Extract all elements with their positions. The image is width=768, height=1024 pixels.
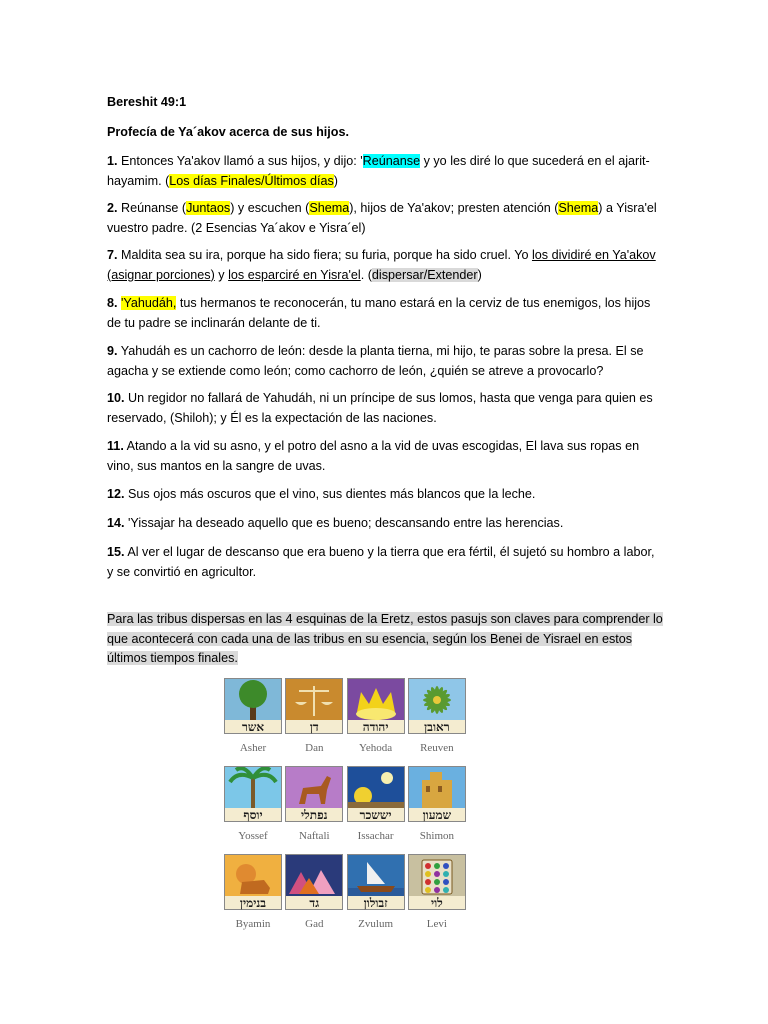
tribes-grid: [224, 678, 466, 942]
tribe-tile: [224, 766, 282, 854]
verse-14: [107, 514, 659, 534]
tribe-hebrew-name: יוסף: [243, 808, 263, 822]
tribe-hebrew-name: גד: [309, 896, 320, 910]
tribe-hebrew-name: דן: [309, 720, 319, 734]
verse-text: Sus ojos más oscuros que el vino, sus dientes más blancos que la leche.: [124, 487, 536, 501]
tribe-tile: [408, 854, 466, 942]
verse-number: 11.: [107, 439, 124, 453]
verse-text: 'Yissajar ha deseado aquello que es bueno; descansando entre las herencias.: [124, 516, 564, 530]
document-title: [107, 93, 659, 113]
highlight-gray: Para las tribus dispersas en las 4 esquinas de la Eretz, estos pasujs son claves para comprender lo que acontecerá con cada una de las tribus en su esencia, según los Benei de Yisrael en estos últimos tiempos finales.: [107, 612, 663, 665]
tribe-hebrew-name: ראובן: [424, 720, 450, 734]
verse-text: Al ver el lugar de descanso que era bueno y la tierra que era fértil, él sujetó su hombro a labor, y se convirtió en agricultor.: [107, 545, 655, 579]
verse-text: Yahudáh es un cachorro de león: desde la planta tierna, mi hijo, te paras sobre la presa. El se agacha y se extiende como león; como cachorro de león, ¿quién se atreve a provocarlo?: [107, 344, 644, 378]
tribe-tile: [285, 854, 343, 942]
tribes-note: [107, 610, 663, 669]
verse-number: 1.: [107, 154, 118, 168]
verse-number: 12.: [107, 487, 125, 501]
verse-text: ) a Yisra'el vuestro padre. (2 Esencias Ya´akov e Yisra´el): [107, 201, 657, 235]
verse-number: 14.: [107, 516, 125, 530]
tribe-name: Dan: [305, 742, 324, 754]
verse-11: [107, 437, 659, 476]
tribe-hebrew-name: שמעון: [422, 808, 452, 822]
verse-7: [107, 246, 659, 285]
highlight-cyan: Reúnanse: [362, 154, 421, 168]
tribe-name: Issachar: [357, 830, 394, 842]
verse-number: 9.: [107, 344, 118, 358]
underlined-text: los esparciré en Yisra'el: [228, 267, 361, 282]
tribe-name: Byamin: [235, 918, 271, 930]
tribe-tile: [347, 854, 405, 942]
verse-text: y: [214, 267, 229, 282]
tribe-tile: [347, 766, 405, 854]
verse-8: [107, 294, 659, 333]
tribe-name: Gad: [305, 918, 324, 930]
verse-text: ), hijos de Ya'akov; presten atención (: [349, 201, 559, 215]
tribe-hebrew-name: יששכר: [359, 808, 392, 822]
tribe-tile: [408, 678, 466, 766]
verse-text: ): [333, 173, 338, 188]
tribe-tile: [408, 766, 466, 854]
verse-2: [107, 199, 659, 238]
verse-number: 8.: [107, 296, 118, 310]
tribe-hebrew-name: יהודה: [362, 720, 389, 734]
verse-text: Un regidor no fallará de Yahudáh, ni un príncipe de sus lomos, hasta que venga para quien es reservado, (Shiloh); y Él es la expectación de las naciones.: [107, 391, 653, 425]
verse-text: Maldita sea su ira, porque ha sido fiera; su furia, porque ha sido cruel. Yo: [117, 248, 532, 262]
tribe-name: Naftali: [299, 830, 330, 842]
verse-text: y yo les diré lo que sucederá en el ajarit-hayamim. (: [107, 154, 650, 188]
tribe-name: Shimon: [419, 830, 454, 842]
tribe-name: Reuven: [420, 742, 454, 754]
subtitle-block: [107, 123, 659, 143]
tribe-name: Zvulum: [358, 918, 394, 930]
verse-text: Entonces Ya'akov llamó a sus hijos, y dijo: ': [117, 154, 363, 168]
tribe-tile: [285, 678, 343, 766]
verse-9: [107, 342, 659, 381]
highlight-gray: dispersar/Extender: [371, 267, 478, 282]
verse-text: Reúnanse (: [117, 201, 187, 215]
verse-text: tus hermanos te reconocerán, tu mano estará en la cerviz de tus enemigos, los hijos de tu padre se inclinarán delante de ti.: [107, 296, 651, 330]
tribe-tile: [224, 854, 282, 942]
underlined-text: los dividiré en Ya'akov (asignar porciones): [107, 248, 656, 282]
verse-number: 15.: [107, 545, 125, 559]
tribe-hebrew-name: נפתלי: [301, 808, 328, 822]
highlight-yellow: Shema: [309, 201, 350, 215]
verse-text: ): [477, 267, 482, 282]
title: Bereshit 49:1: [107, 95, 187, 109]
verse-number: 7.: [107, 248, 118, 262]
verse-10: [107, 389, 659, 428]
tribe-name: Asher: [239, 742, 267, 754]
tribe-name: Yehoda: [359, 742, 393, 754]
verse-number: 10.: [107, 391, 125, 405]
tribe-hebrew-name: לוי: [430, 896, 443, 910]
verse-text: ) y escuchen (: [230, 201, 310, 215]
tribe-hebrew-name: זבולון: [363, 896, 388, 910]
tribe-name: Yossef: [238, 830, 268, 842]
highlight-yellow: Shema: [558, 201, 599, 215]
highlight-yellow: 'Yahudáh,: [121, 296, 177, 310]
verse-number: 2.: [107, 201, 118, 215]
verse-text: Atando a la vid su asno, y el potro del asno a la vid de uvas escogidas, El lava sus ropas en vino, sus mantos en la sangre de uvas.: [107, 439, 640, 473]
tribe-tile: [347, 678, 405, 766]
tribe-tile: [285, 766, 343, 854]
verse-12: [107, 485, 659, 505]
highlight-yellow: Juntaos: [186, 201, 231, 215]
verse-1: [107, 152, 659, 191]
tribe-name: Levi: [426, 918, 447, 930]
verse-text: . (: [360, 267, 372, 282]
tribe-tile: [224, 678, 282, 766]
verse-15: [107, 543, 659, 582]
tribe-hebrew-name: בנימין: [239, 896, 267, 910]
subtitle: Profecía de Ya´akov acerca de sus hijos.: [107, 125, 349, 139]
highlight-yellow: Los días Finales/Últimos días: [169, 173, 334, 188]
tribe-hebrew-name: אשר: [241, 720, 265, 734]
